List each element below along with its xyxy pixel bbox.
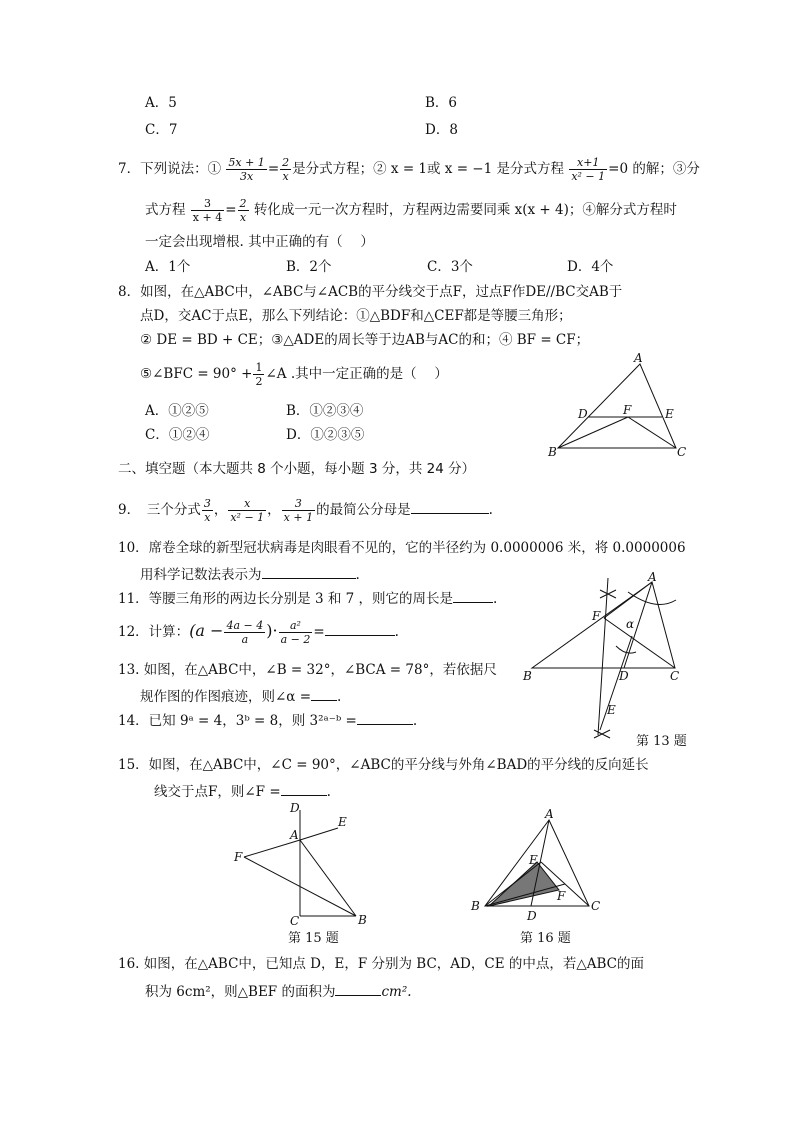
q9-fraction-2: $\frac{x}{\text{x² − 1}}$ [230,497,265,524]
q13-arc-mid [616,646,636,653]
q7-choice-c: C．3个 [427,259,473,275]
q13-label-c: C [670,669,680,683]
q16-label-f: F [557,889,566,903]
q7-intro: 下列说法：① [140,161,222,177]
q9-line: 9． 三个分式 $\frac{3}{x}$ ， $\frac{x}{\text{x² − 1}}$ ， $\frac{3}{x + 1}$ 的最简公分母是 . [118,497,493,524]
q7-fraction-2: $\frac{2}{x}$ [282,156,290,183]
q8-label-a: A [634,351,643,365]
q7-part2: =0 的解；③分 [608,161,700,177]
q16-figure [465,800,615,930]
q7-part1: 是分式方程；② x = 1或 x = −1 是分式方程 [292,161,565,177]
q6-choice-d: D．8 [425,122,458,138]
q8-line2: 点D，交AC于点E，那么下列结论：①△BDF和△CEF都是等腰三角形； [140,308,572,324]
q8-choice-d: D．①②③⑤ [286,427,365,443]
q16-line2: 积为 6cm²，则△BEF 的面积为 cm². [145,984,412,1000]
q15-label-f: F [234,850,243,864]
q7-line2-end: 转化成一元一次方程时，方程两边需要同乘 x(x + 4)；④解分式方程时 [253,202,677,218]
q7-line2-start: 式方程 [145,202,186,218]
q12-line: 12．计算：(a − $\frac{4a - 4}{a}$ )· $\frac{\text{a²}}{a - 2}$ = . [118,619,399,646]
q15-line-fa [244,840,300,857]
q9-fraction-3: $\frac{3}{x + 1}$ [283,497,314,524]
q8-label-f: F [623,403,632,417]
q10-line1: 10．席卷全球的新型冠状病毒是肉眼看不见的，它的半径约为 0.0000006 米，将 0.0000006 [118,540,686,556]
q12-outer-fraction: $\frac{\text{a²}}{a - 2}$ [280,619,311,646]
q7-line2: 式方程 $\frac{3}{x + 4}$ = $\frac{2}{x}$ 转化成一元一次方程时，方程两边需要同乘 x(x + 4)；④解分式方程时 [145,197,677,224]
q8-half-fraction: $\frac{1}{2}$ [255,361,263,388]
q13-label-a: A [648,570,657,584]
q13-label-alpha: α [626,617,635,631]
q11-line: 11．等腰三角形的两边长分别是 3 和 7 ，则它的周长是 . [118,591,498,607]
q16-label-c: C [591,899,601,913]
q13-arc-line-ce [600,636,632,730]
q15-line-ab [300,840,356,916]
q9-fraction-1: $\frac{3}{x}$ [203,497,211,524]
q7-fraction-4: $\frac{3}{x + 4}$ [192,197,223,224]
q7-choice-a: A．1个 [145,259,191,275]
q12-answer-blank[interactable] [325,623,395,636]
q13-label-f: F [592,609,601,623]
q13-label-b: B [523,669,532,683]
q12-inner-fraction: $\frac{4a - 4}{a}$ [226,619,264,646]
q13-line1: 13. 如图，在△ABC中，∠B = 32°，∠BCA = 78°，若依据尺 [118,662,497,678]
q13-cross-top [600,590,616,598]
section-fill-in-title: 二、填空题（本大题共 8 个小题，每小题 3 分，共 24 分） [118,461,476,477]
q14-line: 14．已知 9ᵃ = 4，3ᵇ = 8，则 3²ᵃ⁻ᵇ = . [118,713,418,729]
q8-line4: ⑤∠BFC = 90° + $\frac{1}{2}$ ∠A .其中一定正确的是（ ） [140,361,448,388]
q7-fraction-3: $\frac{x+1}{\text{x² − 1}}$ [571,156,606,183]
q8-choice-b: B．①②③④ [286,403,364,419]
q8-choice-c: C．①②④ [145,427,210,443]
q15-label-e: E [338,815,347,829]
q15-caption: 第 15 题 [288,931,339,946]
q16-caption: 第 16 题 [520,931,571,946]
q16-label-e: E [529,853,538,867]
q7-choice-d: D．4个 [567,259,614,275]
q6-choice-b: B．6 [425,95,458,111]
q11-answer-blank[interactable] [453,590,493,603]
q15-label-d: D [290,801,300,815]
q15-answer-blank[interactable] [281,783,327,796]
q15-line1: 15．如图，在△ABC中，∠C = 90°，∠ABC的平分线与外角∠BAD的平分线的反向延长 [118,757,649,773]
q15-label-b: B [358,913,367,927]
q8-label-c: C [677,445,687,459]
q16-answer-blank[interactable] [335,983,381,996]
q13-line2: 规作图的作图痕迹，则∠α = . [140,689,342,705]
q16-label-b: B [471,899,480,913]
q7-choice-b: B．2个 [286,259,332,275]
q7-fraction-1: $\frac{5x + 1}{3x}$ [228,156,265,183]
q14-answer-blank[interactable] [357,712,413,725]
q10-line2: 用科学记数法表示为 . [140,567,360,583]
q6-choice-a: A．5 [145,95,177,111]
q7-line3: 一定会出现增根. 其中正确的有（ ） [145,234,374,250]
q8-line-cf [628,417,676,448]
q15-line-ae [300,828,338,840]
q8-label-b: B [548,445,557,459]
q8-figure [540,350,700,460]
q16-label-d: D [527,909,537,923]
q8-line-bf [558,417,628,448]
q13-line-fc [604,618,675,668]
q13-cross-bottom [594,730,610,738]
q8-label-d: D [578,407,588,421]
q8-line1: 8．如图，在△ABC中，∠ABC与∠ACB的平分线交于点F，过点F作DE//BC交AB于 [118,284,623,300]
q15-line2: 线交于点F，则∠F = . [154,784,331,800]
q8-triangle-abc [558,364,676,448]
q15-figure [228,800,378,930]
q15-label-c: C [290,914,300,928]
q7-equals: = [267,161,280,177]
q7-line1 [118,157,700,182]
q7-fraction-5: $\frac{2}{x}$ [239,197,247,224]
q13-answer-blank[interactable] [311,688,337,701]
q13-figure [520,570,700,750]
q13-line-af [604,582,652,618]
q8-choice-a: A．①②⑤ [145,403,209,419]
q16-line1: 16. 如图，在△ABC中，已知点 D，E，F 分别为 BC，AD，CE 的中点，若△ABC的面 [118,956,644,972]
q8-label-e: E [665,407,674,421]
q16-label-a: A [545,807,554,821]
q15-label-a: A [290,828,299,842]
q10-answer-blank[interactable] [262,566,356,579]
q8-line3: ② DE = BD + CE；③△ADE的周长等于边AB与AC的和；④ BF = CF； [140,332,590,348]
q9-answer-blank[interactable] [411,501,489,514]
q13-label-d: D [619,669,629,683]
q7-number: 7． [118,161,141,177]
q6-choice-c: C．7 [145,122,178,138]
q13-caption: 第 13 题 [636,734,687,749]
q13-label-e: E [607,703,616,717]
